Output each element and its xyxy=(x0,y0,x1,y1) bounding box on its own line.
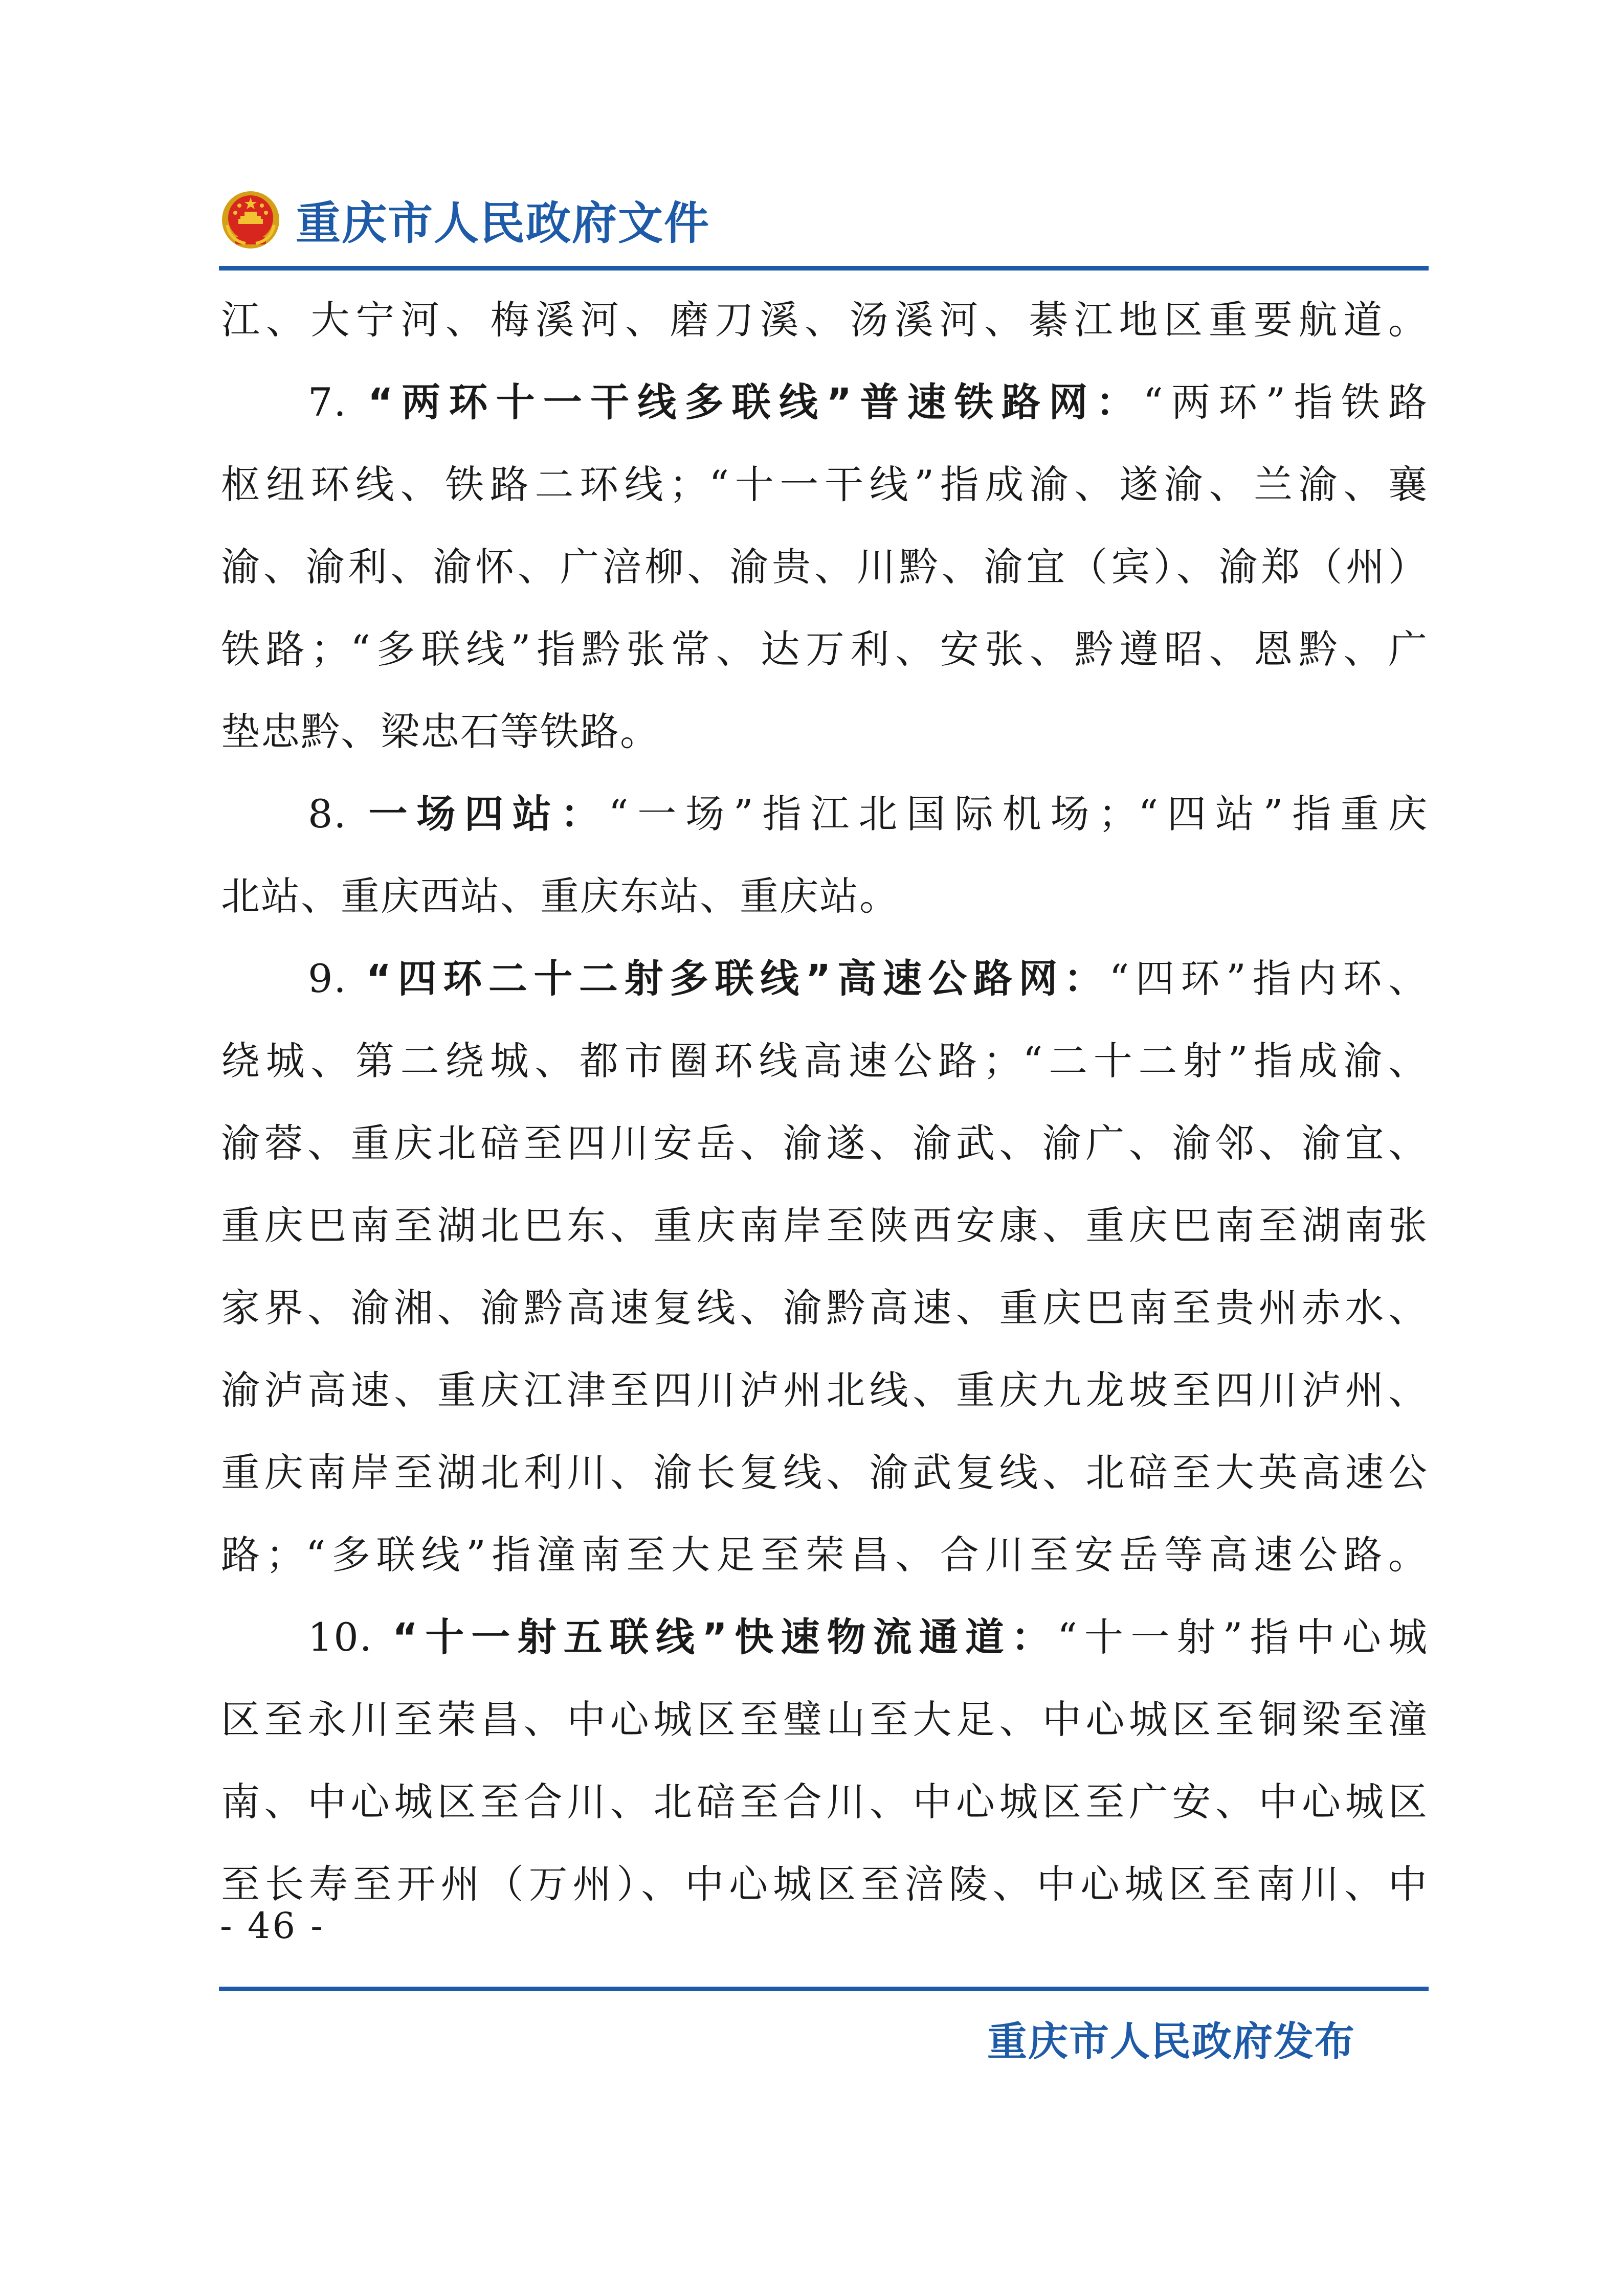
text-line: 垫忠黔、梁忠石等铁路。 xyxy=(221,709,660,754)
text-line: 家界、渝湘、渝黔高速复线、渝黔高速、重庆巴南至贵州赤水、 xyxy=(221,1285,1428,1331)
footer-divider xyxy=(219,1987,1429,1991)
item-8-heading xyxy=(221,773,1428,855)
item-title: “十一射五联线”快速物流通道： xyxy=(392,1614,1058,1660)
item-text: “一场”指江北国际机场；“四站”指重庆 xyxy=(608,791,1428,837)
item-text: “四环”指内环、 xyxy=(1109,956,1428,1001)
text-line: 枢纽环线、铁路二环线；“十一干线”指成渝、遂渝、兰渝、襄 xyxy=(221,462,1428,507)
text-line: 路；“多联线”指潼南至大足至荣昌、合川至安岳等高速公路。 xyxy=(221,1532,1428,1578)
item-7-heading xyxy=(221,361,1428,443)
text-line: 南、中心城区至合川、北碚至合川、中心城区至广安、中心城区 xyxy=(221,1779,1428,1825)
item-number: 7. xyxy=(308,379,347,425)
item-number: 9. xyxy=(308,956,347,1001)
text-line: 重庆南岸至湖北利川、渝长复线、渝武复线、北碚至大英高速公 xyxy=(221,1450,1428,1495)
item-number: 10. xyxy=(308,1614,373,1660)
document-header xyxy=(220,182,710,258)
national-emblem-icon xyxy=(220,189,281,251)
document-body xyxy=(221,279,1428,1925)
item-text: “两环”指铁路 xyxy=(1143,379,1428,425)
item-title: “四环二十二射多联线”高速公路网： xyxy=(366,956,1109,1001)
text-line: 江、大宁河、梅溪河、磨刀溪、汤溪河、綦江地区重要航道。 xyxy=(221,297,1428,343)
page-number: - 46 - xyxy=(220,1905,325,1947)
item-title: 一场四站： xyxy=(368,791,609,837)
header-divider xyxy=(219,266,1429,271)
text-line: 渝蓉、重庆北碚至四川安岳、渝遂、渝武、渝广、渝邻、渝宜、 xyxy=(221,1120,1428,1166)
text-line: 北站、重庆西站、重庆东站、重庆站。 xyxy=(221,873,899,919)
footer-publisher: 重庆市人民政府发布 xyxy=(987,2019,1356,2065)
text-line: 渝、渝利、渝怀、广涪柳、渝贵、川黔、渝宜（宾）、渝郑（州） xyxy=(221,544,1428,590)
item-10-heading xyxy=(221,1596,1428,1678)
text-line: 渝泸高速、重庆江津至四川泸州北线、重庆九龙坡至四川泸州、 xyxy=(221,1367,1428,1413)
text-line: 至长寿至开州（万州）、中心城区至涪陵、中心城区至南川、中 xyxy=(221,1861,1428,1907)
item-title: “两环十一干线多联线”普速铁路网： xyxy=(367,379,1143,425)
text-line: 绕城、第二绕城、都市圈环线高速公路；“二十二射”指成渝、 xyxy=(221,1038,1428,1084)
item-number: 8. xyxy=(308,791,347,837)
item-9-heading xyxy=(221,937,1428,1020)
text-line: 区至永川至荣昌、中心城区至璧山至大足、中心城区至铜梁至潼 xyxy=(221,1697,1428,1742)
text-line: 铁路；“多联线”指黔张常、达万利、安张、黔遵昭、恩黔、广 xyxy=(221,626,1428,672)
text-line: 重庆巴南至湖北巴东、重庆南岸至陕西安康、重庆巴南至湖南张 xyxy=(221,1203,1428,1248)
item-text: “十一射”指中心城 xyxy=(1057,1614,1428,1660)
header-title: 重庆市人民政府文件 xyxy=(296,197,710,250)
